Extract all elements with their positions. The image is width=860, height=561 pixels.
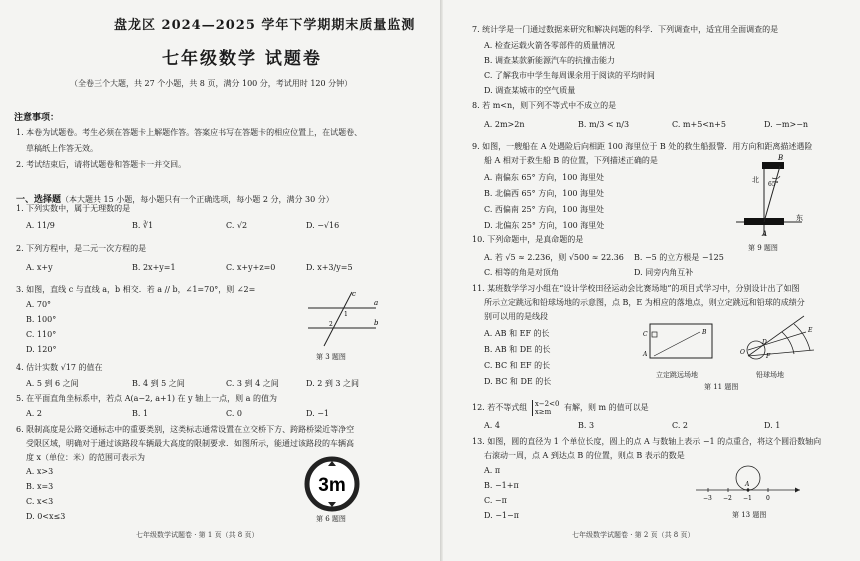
q6-option-d: D. 0<x≤3 bbox=[26, 512, 66, 521]
q11-option-b: B. AB 和 DE 的长 bbox=[484, 345, 551, 354]
q3-caption: 第 3 题图 bbox=[316, 353, 346, 361]
q6-line2: 受限区域，明确对于通过该路段车辆最大高度的限制要求．如图所示，能通过该路段的车辆高 bbox=[26, 439, 354, 448]
q13-tick-m3: −3 bbox=[703, 495, 712, 502]
q6-option-c: C. x<3 bbox=[26, 497, 54, 506]
q5-option-b: B. 1 bbox=[132, 409, 149, 418]
page-1 bbox=[14, 0, 434, 561]
q9-option-a: A. 南偏东 65° 方向，100 海里处 bbox=[484, 173, 604, 182]
q10-option-c: C. 相等的角是对顶角 bbox=[484, 268, 559, 277]
q3-label-b: b bbox=[374, 319, 379, 327]
q2-option-d: D. x+3/y=5 bbox=[306, 263, 353, 272]
q4-option-a: A. 5 到 6 之间 bbox=[26, 379, 79, 388]
q13-option-c: C. −π bbox=[484, 496, 507, 505]
q9-line1: 9. 如图，一艘船在 A 处遇险后向相距 100 海里位于 B 处的救生船报警．用方向和距离描述遇险 bbox=[472, 142, 813, 151]
q9-direction-figure bbox=[722, 150, 806, 240]
q2-stem: 2. 下列方程中，是二元一次方程的是 bbox=[16, 244, 147, 253]
sign-text: 3m bbox=[318, 475, 346, 496]
q5-option-a: A. 2 bbox=[26, 409, 42, 418]
q11-fig1-label: 立定跳远场地 bbox=[656, 371, 698, 379]
q3-figure bbox=[302, 288, 382, 352]
q9-option-d: D. 北偏东 25° 方向，100 海里处 bbox=[484, 221, 605, 230]
q12-stem-post: 有解，则 m 的值可以是 bbox=[563, 403, 649, 412]
q13-option-b: B. −1+π bbox=[484, 481, 519, 490]
q13-tick-m2: −2 bbox=[723, 495, 732, 502]
q8-option-a: A. 2m>2n bbox=[484, 120, 525, 129]
page-2 bbox=[452, 0, 852, 561]
q2-option-c: C. x+y+z=0 bbox=[226, 263, 276, 272]
q4-stem: 4. 估计实数 √17 的值在 bbox=[16, 363, 103, 372]
q11-line1: 11. 某班数学学习小组在“设计学校田径运动会比赛场地”的项目式学习中，分别设计出了如图 bbox=[472, 284, 800, 293]
q4-option-b: B. 4 到 5 之间 bbox=[132, 379, 185, 388]
q13-option-d: D. −1−π bbox=[484, 511, 519, 520]
sector-arc-1 bbox=[782, 332, 794, 354]
page-2-footer: 七年级数学试题卷 · 第 2 页（共 8 页） bbox=[572, 531, 695, 539]
q6-height-limit-sign bbox=[302, 456, 362, 512]
q3-option-a: A. 70° bbox=[26, 300, 52, 309]
q12-stem bbox=[472, 400, 649, 416]
q6-line1: 6. 限制高度是公路交通标志中的重要类别，这类标志通常设置在立交桥下方、跨路桥梁近等净空 bbox=[16, 425, 355, 434]
q6-option-a: A. x>3 bbox=[26, 467, 54, 476]
q12-option-c: C. 2 bbox=[672, 421, 689, 430]
q11-pt-c: C bbox=[643, 331, 648, 338]
q8-stem: 8. 若 m<n，则下列不等式中不成立的是 bbox=[472, 101, 617, 110]
q13-tick-0: 0 bbox=[766, 495, 770, 502]
section-1-desc: （本大题共 15 小题，每小题只有一个正确选项，每小题 2 分，满分 30 分） bbox=[61, 195, 334, 204]
notes-heading: 注意事项： bbox=[14, 113, 60, 123]
q1-option-d: D. −√16 bbox=[306, 221, 340, 230]
q11-line2: 所示立定跳远和铅球场地的示意图，点 B，E 为相应的落地点，则立定跳远和铅球的成绩分 bbox=[484, 298, 805, 307]
q12-ineq-1: x−2<0 bbox=[534, 400, 560, 408]
q3-option-b: B. 100° bbox=[26, 315, 57, 324]
q1-option-c: C. √2 bbox=[226, 221, 248, 230]
q12-option-b: B. 3 bbox=[578, 421, 595, 430]
q10-option-d: D. 同旁内角互补 bbox=[634, 268, 694, 277]
q11-option-d: D. BC 和 DE 的长 bbox=[484, 377, 552, 386]
q11-shot-put-figure bbox=[734, 310, 818, 370]
q12-inequality-system bbox=[532, 400, 560, 416]
page-1-footer: 七年级数学试题卷 · 第 1 页（共 8 页） bbox=[136, 531, 259, 539]
q3-stem: 3. 如图，直线 c 与直线 a，b 相交．若 a // b，∠1=70°，则 ∠2= bbox=[16, 285, 256, 294]
q10-stem: 10. 下列命题中，是真命题的是 bbox=[472, 235, 584, 244]
q11-pt-a: A bbox=[643, 351, 648, 358]
jump-board bbox=[652, 332, 657, 337]
q9-east-label: 东 bbox=[796, 214, 803, 222]
q9-option-b: B. 北偏西 65° 方向，100 海里处 bbox=[484, 189, 605, 198]
exam-subtitle: （全卷三个大题，共 27 个小题，共 8 页，满分 100 分，考试用时 120 分钟） bbox=[70, 79, 353, 88]
q11-pt-e: E bbox=[808, 327, 813, 334]
q7-option-c: C. 了解我市中学生每周课余用于阅读的平均时间 bbox=[484, 71, 655, 80]
q11-pt-b: B bbox=[702, 329, 707, 336]
note-1-line2: 草稿纸上作答无效。 bbox=[26, 144, 98, 153]
q9-label-a: A bbox=[762, 230, 768, 238]
line-c bbox=[324, 292, 352, 346]
q7-stem: 7. 统计学是一门通过数据来研究和解决问题的科学．下列调查中，适宜用全面调查的是 bbox=[472, 25, 779, 34]
q9-option-c: C. 西偏南 25° 方向，100 海里处 bbox=[484, 205, 604, 214]
q12-stem-pre: 12. 若不等式组 bbox=[472, 403, 528, 412]
exam-district: 盘龙区 2024—2025 学年下学期期末质量监测 bbox=[114, 18, 416, 33]
exam-title: 七年级数学 试题卷 bbox=[162, 49, 322, 69]
q8-option-d: D. −m>−n bbox=[764, 120, 809, 129]
note-2: 2. 考试结束后，请将试题卷和答题卡一并交回。 bbox=[16, 160, 187, 169]
q2-option-a: A. x+y bbox=[26, 263, 53, 272]
q3-label-2: 2 bbox=[329, 321, 333, 328]
section-1-heading: 一、选择题 bbox=[16, 195, 62, 205]
axis-arrow bbox=[795, 488, 800, 493]
q8-option-c: C. m+5<n+5 bbox=[672, 120, 726, 129]
q3-label-a: a bbox=[374, 299, 379, 307]
q1-option-a: A. 11/9 bbox=[26, 221, 55, 230]
q3-option-d: D. 120° bbox=[26, 345, 57, 354]
point-a bbox=[747, 489, 750, 492]
q9-angle-label: 65° bbox=[768, 181, 779, 188]
q9-north-label: 北 bbox=[752, 176, 759, 184]
q7-option-a: A. 检查运载火箭各零部件的质量情况 bbox=[484, 41, 615, 50]
ship-b-block bbox=[762, 162, 784, 169]
q13-line1: 13. 如图，圆的直径为 1 个单位长度，圆上的点 A 与数轴上表示 −1 的点重合，将这个圆沿数轴向 bbox=[472, 437, 822, 446]
q11-pt-d: D bbox=[762, 339, 767, 346]
q12-option-a: A. 4 bbox=[484, 421, 500, 430]
q6-line3: 度 x（单位：米）的范围可表示为 bbox=[26, 453, 146, 462]
q12-ineq-2: x≥m bbox=[534, 408, 552, 416]
q4-option-c: C. 3 到 4 之间 bbox=[226, 379, 279, 388]
q4-option-d: D. 2 到 3 之间 bbox=[306, 379, 360, 388]
q7-option-b: B. 调查某款新能源汽车的抗撞击能力 bbox=[484, 56, 615, 65]
q8-option-b: B. m/3 < n/3 bbox=[578, 120, 630, 129]
q6-caption: 第 6 题图 bbox=[316, 515, 346, 523]
q13-line2: 右滚动一周，点 A 到达点 B 的位置，则点 B 表示的数是 bbox=[484, 451, 685, 460]
q12-option-d: D. 1 bbox=[764, 421, 781, 430]
page-fold bbox=[440, 0, 443, 561]
q6-option-b: B. x=3 bbox=[26, 482, 54, 491]
line-ab bbox=[764, 166, 780, 222]
q7-option-d: D. 调查某城市的空气质量 bbox=[484, 86, 576, 95]
q3-label-c: c bbox=[352, 290, 356, 298]
q11-long-jump-figure bbox=[642, 318, 722, 366]
note-1-line1: 1. 本卷为试题卷。考生必须在答题卡上解题作答。答案应书写在答题卡的相应位置上，在试题卷、 bbox=[16, 128, 363, 137]
q13-option-a: A. π bbox=[484, 466, 501, 475]
q11-line3: 别可以用的是线段 bbox=[484, 312, 548, 321]
q11-option-c: C. BC 和 EF 的长 bbox=[484, 361, 551, 370]
q10-option-b: B. −5 的立方根是 −125 bbox=[634, 253, 724, 262]
q10-option-a: A. 若 √5 ≈ 2.236，则 √500 ≈ 22.36 bbox=[484, 253, 624, 262]
q5-option-c: C. 0 bbox=[226, 409, 243, 418]
q5-option-d: D. −1 bbox=[306, 409, 330, 418]
q1-option-b: B. ∛1 bbox=[132, 221, 154, 230]
q11-caption: 第 11 题图 bbox=[704, 383, 739, 391]
q5-stem: 5. 在平面直角坐标系中，若点 A(a−2, a+1) 在 y 轴上一点，则 a 的值为 bbox=[16, 394, 277, 403]
q9-line2: 船 A 相对于救生船 B 的位置，下列描述正确的是 bbox=[484, 156, 658, 165]
q13-label-a: A bbox=[745, 481, 750, 488]
q11-fig2-label: 铅球场地 bbox=[756, 371, 784, 379]
q9-caption: 第 9 题图 bbox=[748, 244, 778, 252]
q13-tick-m1: −1 bbox=[743, 495, 752, 502]
q13-caption: 第 13 题图 bbox=[732, 511, 767, 519]
q11-pt-o: O bbox=[740, 349, 745, 356]
q3-label-1: 1 bbox=[344, 311, 348, 318]
jump-line bbox=[654, 332, 700, 356]
q9-label-b: B bbox=[778, 154, 784, 162]
q11-option-a: A. AB 和 EF 的长 bbox=[484, 329, 550, 338]
q1-stem: 1. 下列实数中，属于无理数的是 bbox=[16, 204, 131, 213]
q13-number-line-figure bbox=[688, 458, 804, 508]
q2-option-b: B. 2x+y=1 bbox=[132, 263, 176, 272]
q11-pt-f: F bbox=[766, 353, 771, 360]
q3-option-c: C. 110° bbox=[26, 330, 57, 339]
